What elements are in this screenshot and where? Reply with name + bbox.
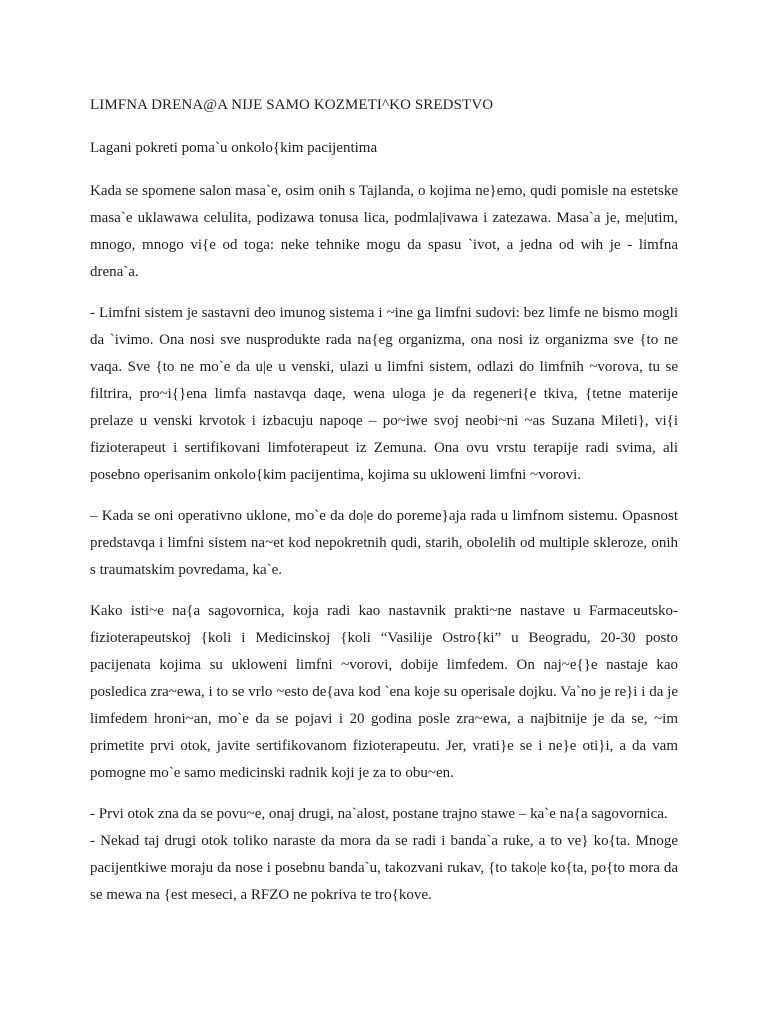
paragraph: - Prvi otok zna da se povu~e, onaj drugi, na`alost, postane trajno stawe – ka`e na{a sagovornica.: [90, 806, 668, 822]
paragraph: Kada se spomene salon masa`e, osim onih s Tajlanda, o kojima ne}emo, qudi pomisle na estetske masa`e uklawawa celulita, podizawa tonusa lica, podmla|ivawa i zatezawa. Masa`a je, me|utim, mnogo, mnogo vi{e od toga: neke tehnike mogu da spasu `ivot, a jedna od wih je - limfna drena`a.: [90, 183, 678, 280]
article-title: LIMFNA DRENA@A NIJE SAMO KOZMETI^KO SREDSTVO: [90, 97, 494, 113]
paragraph: - Nekad taj drugi otok toliko naraste da mora da se radi i banda`a ruke, a to ve} ko{ta. Mnoge pacijentkiwe moraju da nose i posebnu banda`u, takozvani rukav, {to tako|e ko{ta, po{to mora da se mewa na {est meseci, a RFZO ne pokriva te tro{kove.: [90, 833, 678, 903]
paragraph: Kako isti~e na{a sagovornica, koja radi kao nastavnik prakti~ne nastave u Farmaceutsko-fizioterapeutskoj {koli i Medicinskoj {koli “Vasilije Ostro{ki” u Beogradu, 20-30 posto pacijenata kojima su ukloweni limfni ~vorovi, dobije limfedem. On naj~e{}e nastaje kao posledica zra~ewa, i to se vrlo ~esto de{ava kod `ena koje su operisale dojku. Va`no je re}i i da je limfedem hroni~an, mo`e da se pojavi i 20 godina posle zra~ewa, a najbitnije je da se, ~im primetite prvi otok, javite sertifikovanom fizioterapeutu. Jer, vrati}e se i ne}e oti}i, a da vam pomogne mo`e samo medicinski radnik koji je za to obu~en.: [90, 603, 678, 781]
document-page: [90, 92, 678, 923]
paragraph: – Kada se oni operativno uklone, mo`e da do|e do poreme}aja rada u limfnom sistemu. Opasnost predstavqa i limfni sistem na~et kod nepokretnih qudi, starih, obolelih od multiple skleroze, onih s traumatskim povredama, ka`e.: [90, 508, 678, 578]
article-subtitle: Lagani pokreti poma`u onkolo{kim pacijentima: [90, 140, 378, 156]
paragraph: - Limfni sistem je sastavni deo imunog sistema i ~ine ga limfni sudovi: bez limfe ne bismo mogli da `ivimo. Ona nosi sve nusprodukte rada na{eg organizma, ona nosi iz organizma sve {to ne vaqa. Sve {to ne mo`e da u|e u venski, ulazi u limfni sistem, odlazi do limfnih ~vorova, tu se filtrira, pro~i{}ena limfa nastavqa daqe, wena uloga je da regeneri{e tkiva, {tetne materije prelaze u venski krvotok i izbacuju napoqe – po~iwe svoj neobi~ni ~as Suzana Mileti}, vi{i fizioterapeut i sertifikovani limfoterapeut iz Zemuna. Ona ovu vrstu terapije radi svima, ali posebno operisanim onkolo{kim pacijentima, kojima su ukloweni limfni ~vorovi.: [90, 305, 678, 483]
